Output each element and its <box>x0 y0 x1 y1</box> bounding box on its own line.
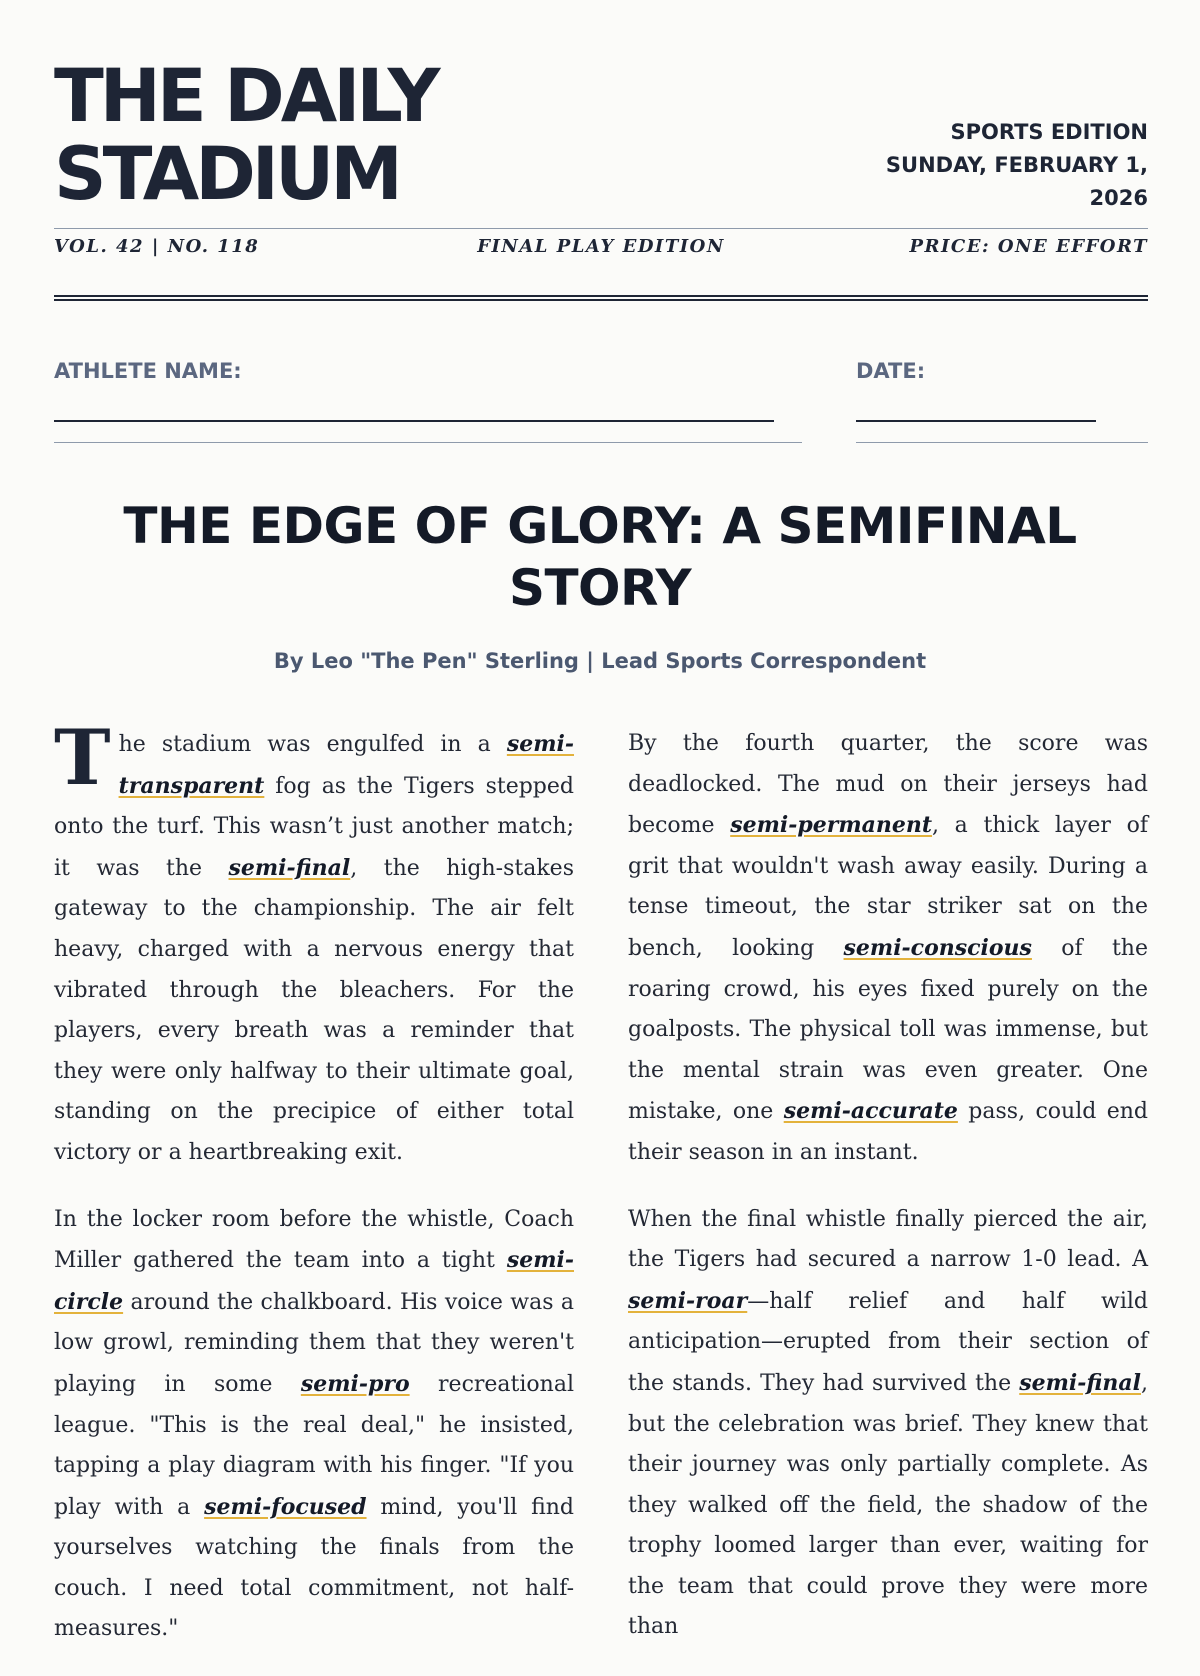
text: of the roaring crowd, his eyes fixed purely on the goalposts. The physical toll was immense, but the mental strain was even greater. One mistake, one <box>628 935 1148 1125</box>
article-column-left <box>54 713 575 1676</box>
edition-name: FINAL PLAY EDITION <box>477 236 725 257</box>
date-field[interactable] <box>856 420 1096 422</box>
text: he stadium was engulfed in a <box>118 732 507 757</box>
title-line-2: STADIUM <box>54 132 399 217</box>
drop-cap: T <box>54 713 111 802</box>
text: pass, could end their season in an instant. <box>628 1099 1148 1165</box>
issue-date-line-1: SUNDAY, FEBRUARY 1, <box>885 153 1148 177</box>
paragraph-2 <box>54 1200 574 1651</box>
text: When the final whistle finally pierced the air, the Tigers had secured a narrow 1-0 lead. A <box>628 1206 1148 1273</box>
athlete-name-underline <box>54 442 802 443</box>
byline: By Leo "The Pen" Sterling | Lead Sports Correspondent <box>273 649 927 673</box>
issue-date-line-2: 2026 <box>1089 186 1148 210</box>
masthead <box>54 54 1148 228</box>
text: fog as the Tigers stepped onto the turf. This wasn’t just another match; it was the <box>54 773 574 881</box>
volume-number: VOL. 42 | NO. 118 <box>54 236 260 257</box>
keyword-semi-focused[interactable]: semi-focused <box>204 1493 367 1520</box>
paragraph-4 <box>628 1200 1148 1649</box>
text: , but the celebration was brief. They knew that their journey was only partially complete. As they walked off the field, the shadow of the trophy loomed larger than ever, waiting for the team that could prove they were more than <box>628 1370 1148 1640</box>
masthead-divider <box>54 228 1148 229</box>
article-headline <box>100 495 1100 619</box>
text: , the high-stakes gateway to the championship. The air felt heavy, charged with a nervous energy that vibrated through the bleachers. For the players, every breath was a reminder that they were only halfway to their ultimate goal, standing on the precipice of either total victory or a heartbreaking exit. <box>54 855 574 1165</box>
athlete-name-field[interactable] <box>54 420 774 422</box>
newspaper-title <box>54 54 437 217</box>
keyword-semi-final-2[interactable]: semi-final <box>1019 1369 1141 1396</box>
edition-info <box>848 116 1148 215</box>
date-underline <box>856 442 1148 443</box>
date-label: DATE: <box>856 359 926 383</box>
keyword-semi-circle[interactable]: semi-circle <box>54 1247 574 1315</box>
text: By the fourth quarter, the score was deadlocked. The mud on their jerseys had become <box>628 731 1148 839</box>
text: recreational league. "This is the real deal," he insisted, tapping a play diagram with his finger. "If you play with a <box>54 1371 574 1520</box>
athlete-name-label: ATHLETE NAME: <box>54 359 242 383</box>
headline-line-2: STORY <box>508 559 692 617</box>
text: In the locker room before the whistle, Coach Miller gathered the team into a tight <box>54 1206 574 1274</box>
keyword-semi-transparent[interactable]: semi-transparent <box>118 731 574 799</box>
keyword-semi-conscious[interactable]: semi-conscious <box>843 934 1032 961</box>
text: , a thick layer of grit that wouldn't wash away easily. During a tense timeout, the star striker sat on the bench, looking <box>628 813 1148 961</box>
price: PRICE: ONE EFFORT <box>909 236 1148 257</box>
text: mind, you'll find yourselves watching the finals from the couch. I need total commitment, not half-measures." <box>54 1494 575 1642</box>
keyword-semi-final[interactable]: semi-final <box>228 854 351 881</box>
info-bar <box>54 236 1148 262</box>
article-column-right <box>628 724 1148 1674</box>
paragraph-1 <box>54 713 574 1174</box>
text: —half relief and half wild anticipation—erupted from their section of the stands. They had survived the <box>628 1288 1148 1396</box>
headline-line-1: THE EDGE OF GLORY: A SEMIFINAL <box>123 497 1077 555</box>
double-divider <box>54 295 1148 301</box>
paragraph-3 <box>628 724 1148 1174</box>
keyword-semi-pro[interactable]: semi-pro <box>300 1370 410 1397</box>
keyword-semi-accurate[interactable]: semi-accurate <box>783 1098 958 1125</box>
edition-label: SPORTS EDITION <box>950 120 1148 144</box>
title-line-1: THE DAILY <box>54 54 437 139</box>
keyword-semi-permanent[interactable]: semi-permanent <box>730 812 933 839</box>
keyword-semi-roar[interactable]: semi-roar <box>628 1287 748 1314</box>
text: around the chalkboard. His voice was a low growl, reminding them that they weren't playing in some <box>54 1289 574 1397</box>
